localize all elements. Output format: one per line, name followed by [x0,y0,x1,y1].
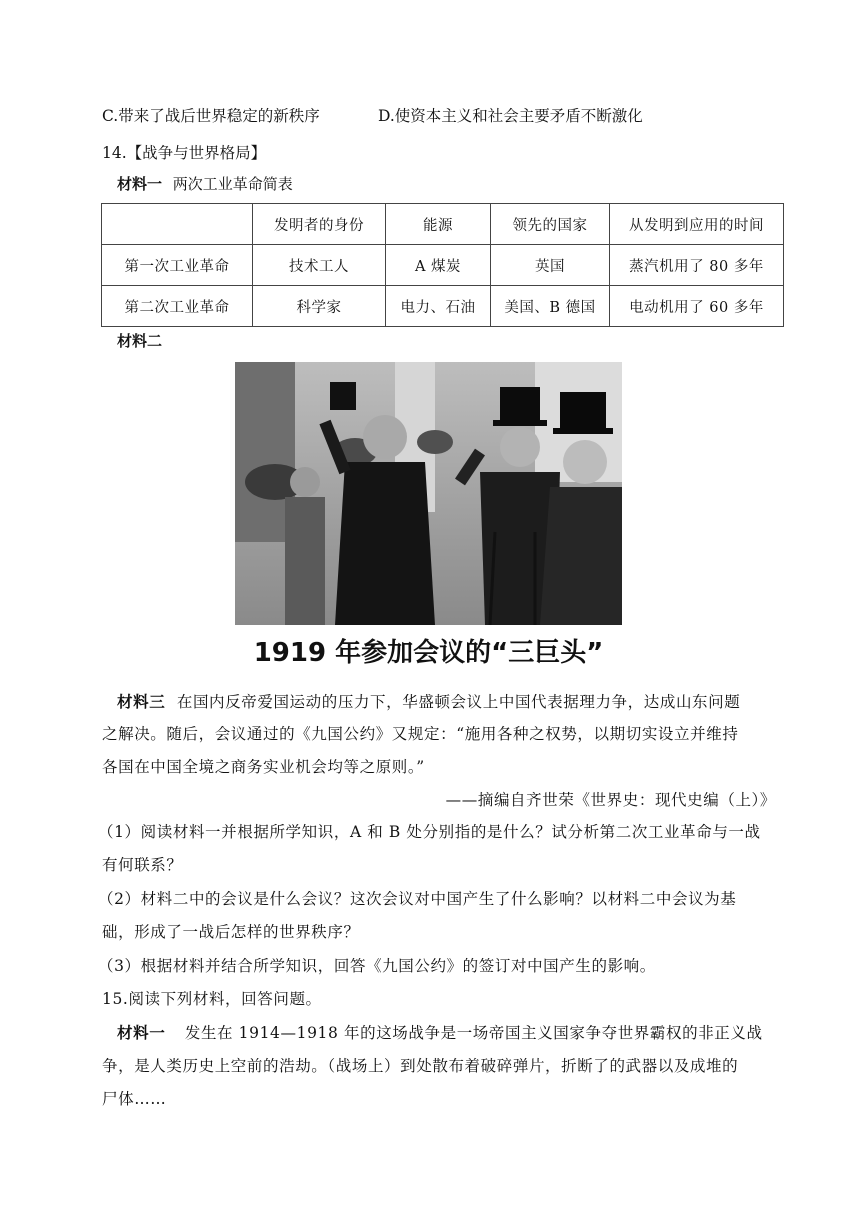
industrial-revolution-table [101,203,784,327]
table-cell: A 煤炭 [386,245,491,286]
q15-material1-line-1 [117,1021,763,1043]
material3-text: 在国内反帝爱国运动的压力下，华盛顿会议上中国代表据理力争，达成山东问题 [176,693,741,711]
material3-line-1 [117,690,740,712]
table-header-cell [102,204,253,245]
table-cell: 电动机用了 60 多年 [610,286,784,327]
table-cell: 蒸汽机用了 80 多年 [610,245,784,286]
q15-title: 15.阅读下列材料，回答问题。 [102,990,322,1008]
question-1-line-2: 有何联系？ [102,856,183,874]
table-cell: 技术工人 [253,245,386,286]
question-3: （3）根据材料并结合所学知识，回答《九国公约》的签订对中国产生的影响。 [98,957,656,975]
option-c: C.带来了战后世界稳定的新秩序 [102,107,320,125]
material1-label: 材料一 [117,175,163,193]
q15-material1-text: 发生在 1914—1918 年的这场战争是一场帝国主义国家争夺世界霸权的非正义战 [184,1024,763,1042]
q14-material1-heading [117,173,293,194]
q15-material1-label: 材料一 [117,1023,166,1042]
table-header-cell: 领先的国家 [491,204,610,245]
table-cell: 美国、B 德国 [491,286,610,327]
table-header-cell: 能源 [386,204,491,245]
big-three-photo [235,362,622,625]
table-header-cell: 从发明到应用的时间 [610,204,784,245]
material3-line-2: 之解决。随后，会议通过的《九国公约》又规定：“施用各种之权势，以期切实设立并维持 [102,725,739,743]
q14-title: 14.【战争与世界格局】 [102,144,267,162]
table-cell: 科学家 [253,286,386,327]
table-cell: 电力、石油 [386,286,491,327]
photo-caption: 1919 年参加会议的“三巨头” [253,638,604,668]
question-1-line-1: （1）阅读材料一并根据所学知识，A 和 B 处分别指的是什么？试分析第二次工业革命与一战 [98,823,761,841]
q15-material1-line-3: 尸体…… [102,1090,167,1108]
question-2-line-2: 础，形成了一战后怎样的世界秩序？ [102,923,360,941]
q15-material1-line-2: 争，是人类历史上空前的浩劫。（战场上）到处散布着破碎弹片，折断了的武器以及成堆的 [102,1057,739,1075]
material3-source: ——摘编自齐世荣《世界史：现代史编（上）》 [445,791,776,809]
table-header-cell: 发明者的身份 [253,204,386,245]
big-three-photo-illustration [235,362,622,625]
question-2-line-1: （2）材料二中的会议是什么会议？这次会议对中国产生了什么影响？以材料二中会议为基 [98,890,737,908]
option-d: D.使资本主义和社会主要矛盾不断激化 [378,107,643,125]
table-row [102,286,784,327]
table-cell: 英国 [491,245,610,286]
table-row [102,245,784,286]
material3-line-3: 各国在中国全境之商务实业机会均等之原则。” [102,758,425,776]
material1-title: 两次工业革命简表 [172,175,293,193]
table-cell: 第一次工业革命 [102,245,253,286]
table-header-row [102,204,784,245]
material3-label: 材料三 [117,692,166,711]
table-cell: 第二次工业革命 [102,286,253,327]
material2-label: 材料二 [117,332,163,350]
